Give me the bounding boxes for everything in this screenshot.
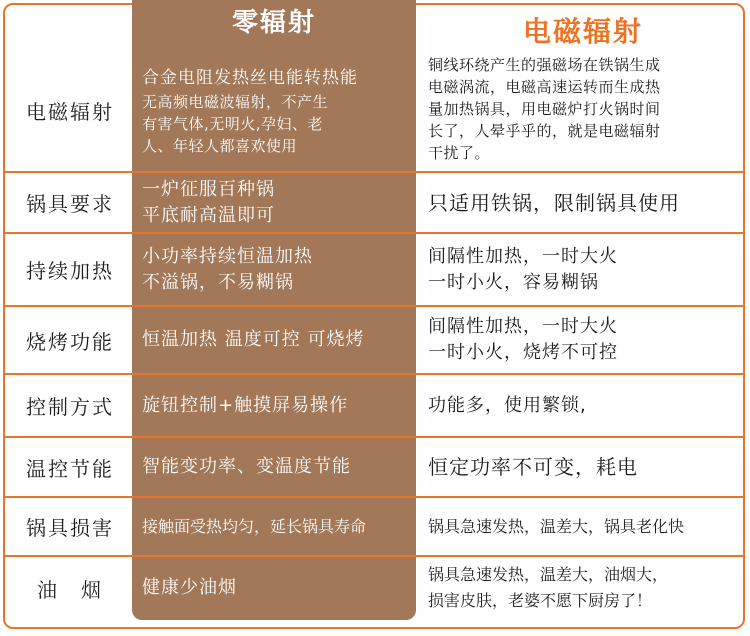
em-cell-control xyxy=(428,375,742,436)
cell-line: 间隔性加热，一时大火 xyxy=(428,316,618,337)
cell-line: 一炉征服百种锅 xyxy=(142,178,275,200)
cell-line: 铜线环绕产生的强磁场在铁锅生成 xyxy=(428,55,661,74)
zero-cell-control xyxy=(142,375,412,436)
cell-line: 干扰了。 xyxy=(428,143,491,162)
cell-line: 小功率持续恒温加热 xyxy=(142,245,313,267)
em-cell-grill xyxy=(428,307,742,373)
zero-cell-cookware xyxy=(142,173,412,232)
cell-line: 锅具急速发热，温差大，油烟大， xyxy=(428,565,669,584)
cell-line: 无高频电磁波辐射，不产生 xyxy=(142,92,329,111)
em-cell-cookware xyxy=(428,173,742,232)
cell-line: 锅具急速发热，温差大，锅具老化快 xyxy=(428,516,685,536)
cell-line: 合金电阻发热丝电能转热能 xyxy=(142,67,358,88)
cell-line: 一时小火，烧烤不可控 xyxy=(428,342,618,363)
em-cell-em-radiation xyxy=(428,46,742,171)
zero-radiation-header: 零辐射 xyxy=(231,8,316,38)
row-label-energy: 温控节能 xyxy=(26,456,114,481)
cell-line: 电磁涡流，电磁高速运转而生成热 xyxy=(428,77,661,96)
row-label-cookware-damage: 锅具损害 xyxy=(26,516,114,540)
zero-cell-grill xyxy=(142,307,412,373)
cell-line: 接触面受热均匀，延长锅具寿命 xyxy=(142,516,367,536)
cell-line: 损害皮肤，老婆不愿下厨房了！ xyxy=(428,591,653,610)
em-cell-continuous-heating xyxy=(428,234,742,305)
row-label-control: 控制方式 xyxy=(26,395,114,419)
cell-line: 旋钮控制+触摸屏易操作 xyxy=(142,394,349,416)
zero-cell-em-radiation xyxy=(142,50,412,171)
em-cell-smoke xyxy=(428,557,742,619)
cell-line: 恒定功率不可变，耗电 xyxy=(428,455,638,479)
cell-line: 只适用铁锅，限制锅具使用 xyxy=(428,190,680,215)
zero-cell-energy xyxy=(142,438,412,496)
row-label-smoke: 油 烟 xyxy=(37,577,103,602)
row-label-cookware: 锅具要求 xyxy=(26,192,114,216)
cell-line: 恒温加热 温度可控 可烧烤 xyxy=(142,329,365,350)
cell-line: 量加热锅具，用电磁炉打火锅时间 xyxy=(428,99,661,118)
cell-line: 健康少油烟 xyxy=(142,577,237,598)
cell-line: 一时小火，容易糊锅 xyxy=(428,271,599,293)
em-radiation-header: 电磁辐射 xyxy=(522,15,643,48)
cell-line: 功能多，使用繁锁, xyxy=(428,394,587,416)
zero-cell-continuous-heating xyxy=(142,234,412,305)
zero-cell-cookware-damage xyxy=(142,498,412,555)
zero-cell-smoke xyxy=(142,557,412,619)
row-label-grill: 烧烤功能 xyxy=(26,329,114,354)
em-cell-energy xyxy=(428,438,742,496)
em-cell-cookware-damage xyxy=(428,498,742,555)
cell-line: 不溢锅，不易糊锅 xyxy=(142,271,294,293)
cell-line: 间隔性加热，一时大火 xyxy=(428,245,618,267)
cell-line: 有害气体,无明火,孕妇、老 xyxy=(142,114,324,133)
row-label-continuous-heating: 持续加热 xyxy=(26,259,114,283)
row-label-em-radiation: 电磁辐射 xyxy=(26,100,114,124)
cell-line: 长了，人晕乎乎的，就是电磁辐射 xyxy=(428,121,661,140)
cell-line: 智能变功率、变温度节能 xyxy=(142,456,351,477)
cell-line: 人、年轻人都喜欢使用 xyxy=(142,136,298,155)
cell-line: 平底耐高温即可 xyxy=(142,204,275,226)
